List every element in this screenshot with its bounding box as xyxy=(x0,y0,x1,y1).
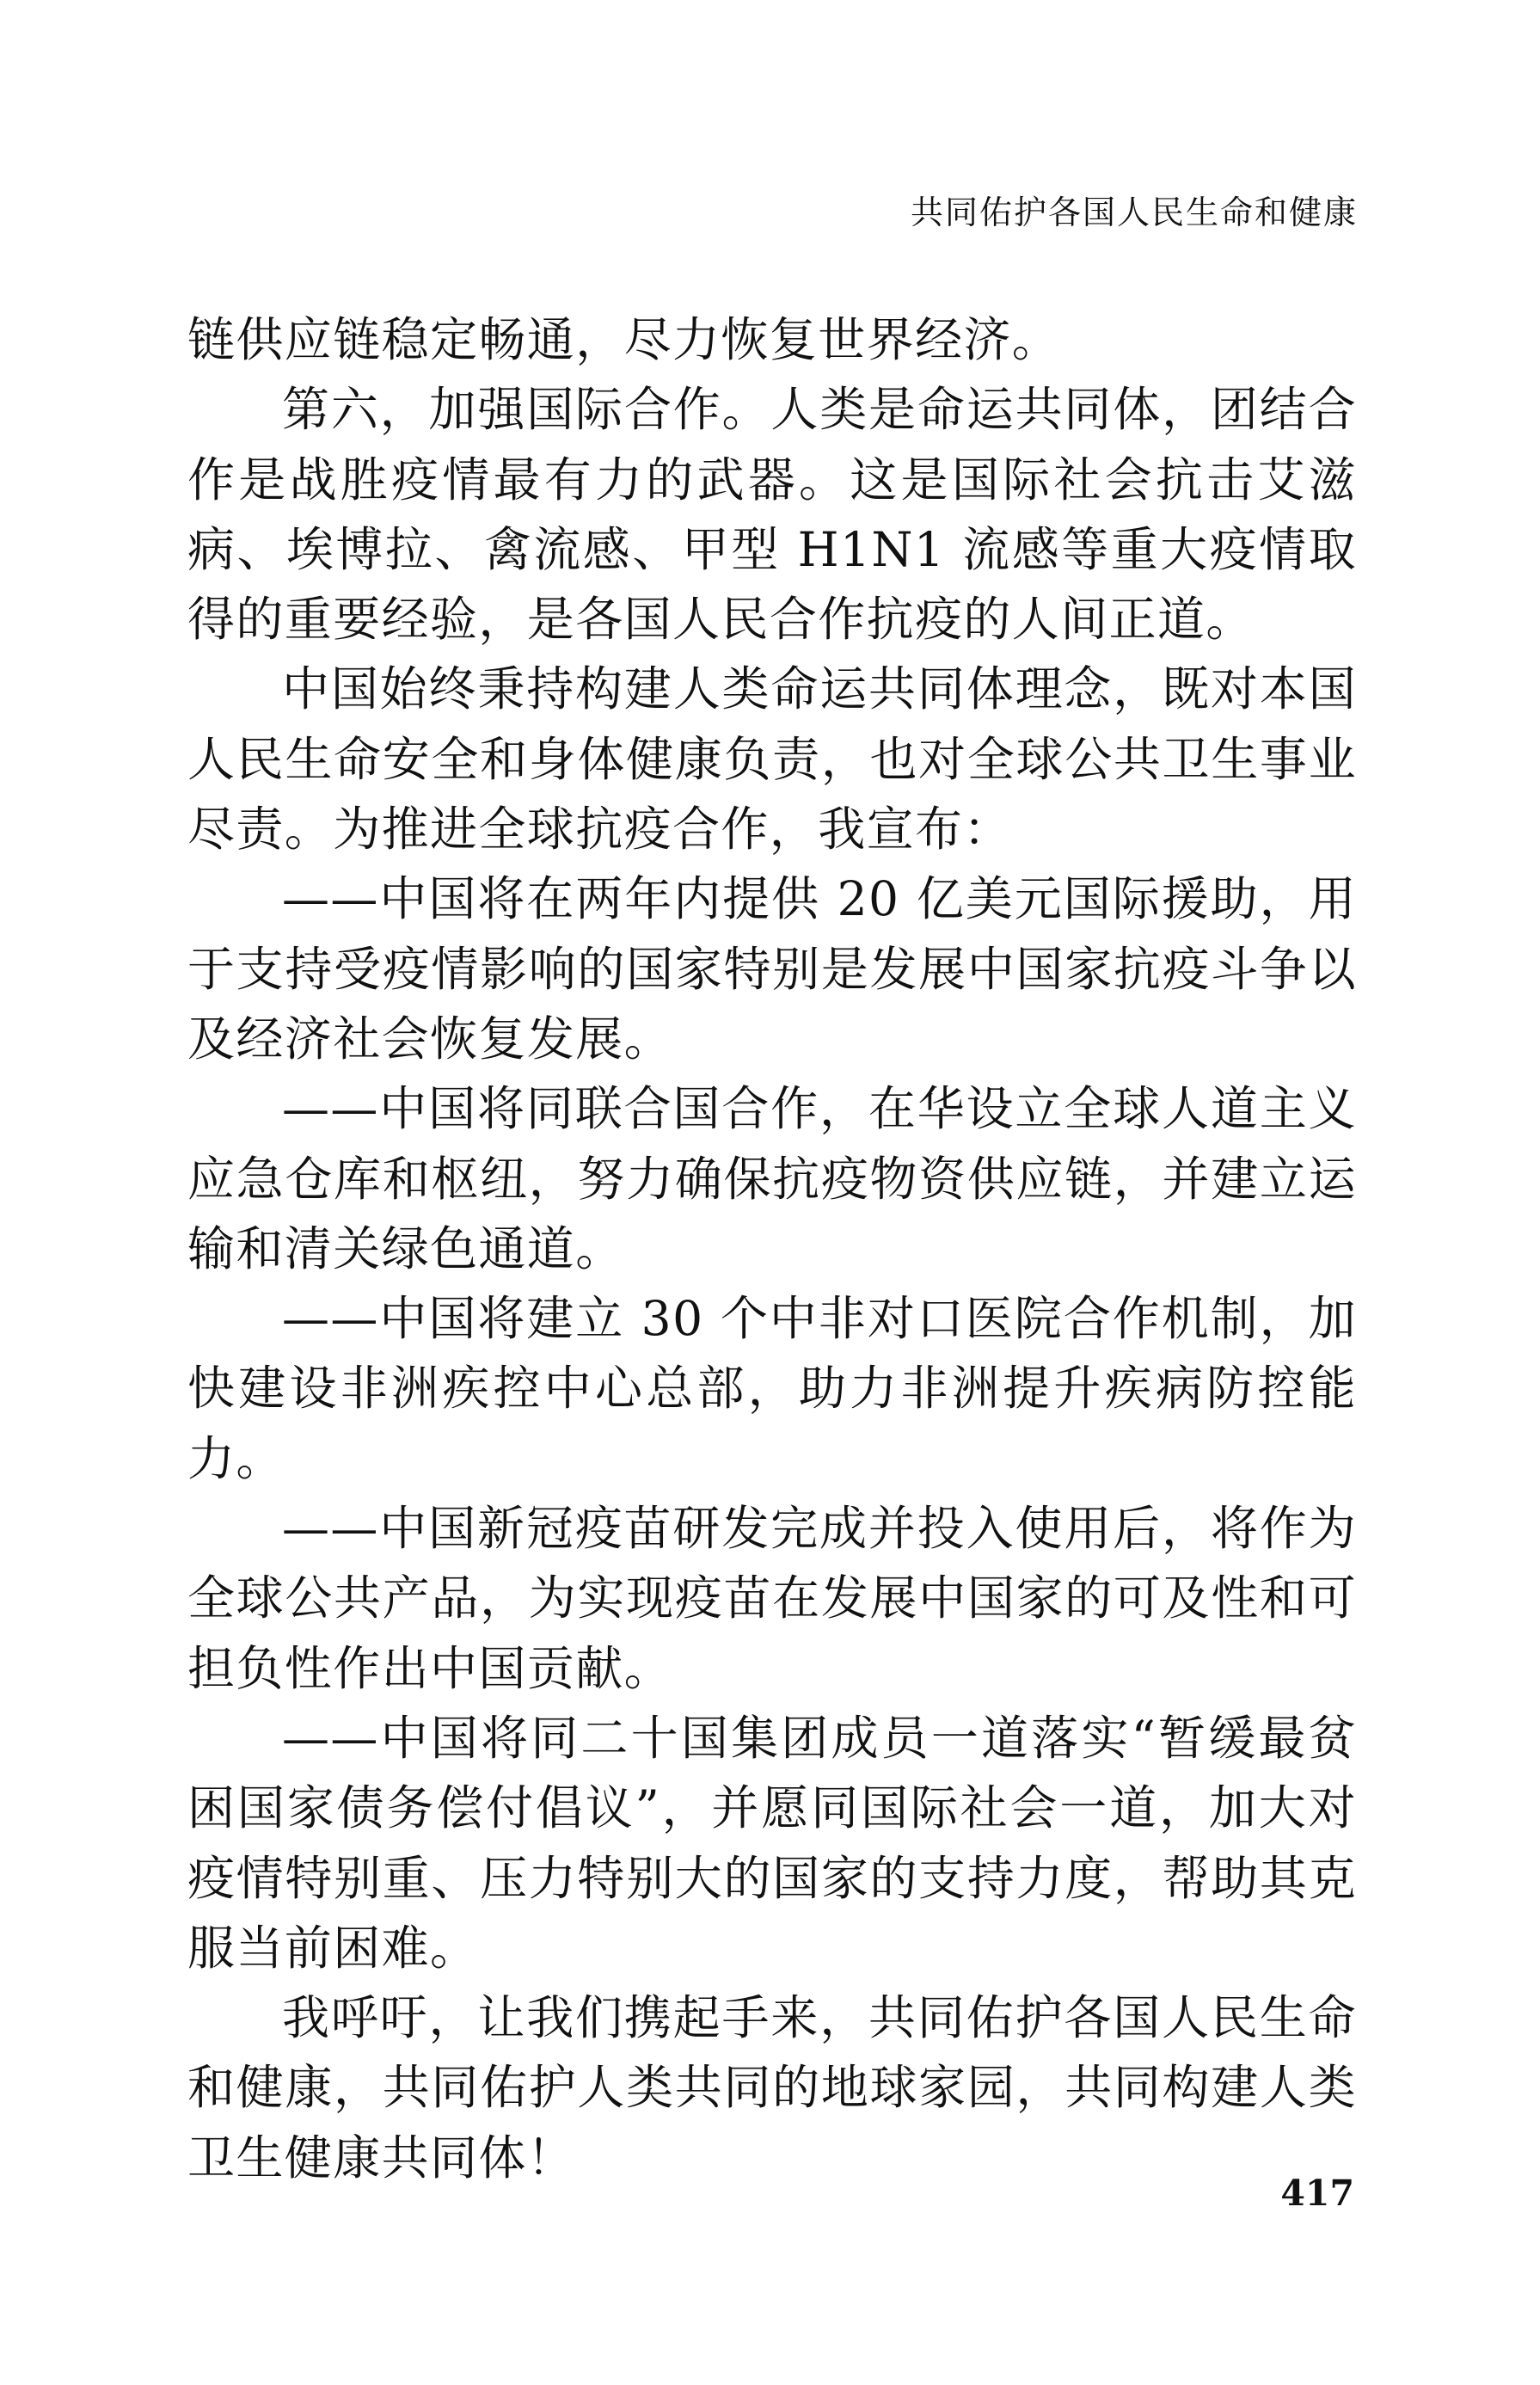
paragraph-pledge-debt: ——中国将同二十国集团成员一道落实“暂缓最贫困国家债务偿付倡议”，并愿同国际社会一道，加大对疫情特别重、压力特别大的国家的支持力度，帮助其克服当前困难。 xyxy=(187,1710,1357,1976)
paragraph-china-commitment: 中国始终秉持构建人类命运共同体理念，既对本国人民生命安全和身体健康负责，也对全球公共卫生事业尽责。为推进全球抗疫合作，我宣布： xyxy=(187,661,1357,857)
paragraph-closing-call: 我呼吁，让我们携起手来，共同佑护各国人民生命和健康，共同佑护人类共同的地球家园，共同构建人类卫生健康共同体！ xyxy=(187,1990,1357,2185)
paragraph-international-cooperation: 第六，加强国际合作。人类是命运共同体，团结合作是战胜疫情最有力的武器。这是国际社会抗击艾滋病、埃博拉、禽流感、甲型 H1N1 流感等重大疫情取得的重要经验，是各国人民合作抗疫的人间正道。 xyxy=(187,382,1357,648)
running-header: 共同佑护各国人民生命和健康 xyxy=(910,194,1358,231)
paragraph-pledge-aid: ——中国将在两年内提供 20 亿美元国际援助，用于支持受疫情影响的国家特别是发展中国家抗疫斗争以及经济社会恢复发展。 xyxy=(187,871,1357,1066)
paragraph-pledge-vaccine: ——中国新冠疫苗研发完成并投入使用后，将作为全球公共产品，为实现疫苗在发展中国家的可及性和可担负性作出中国贡献。 xyxy=(187,1501,1357,1696)
paragraph-pledge-africa: ——中国将建立 30 个中非对口医院合作机制，加快建设非洲疾控中心总部，助力非洲提升疾病防控能力。 xyxy=(187,1291,1357,1486)
paragraph-pledge-warehouse: ——中国将同联合国合作，在华设立全球人道主义应急仓库和枢纽，努力确保抗疫物资供应链，并建立运输和清关绿色通道。 xyxy=(187,1081,1357,1276)
page-number: 417 xyxy=(1280,2173,1354,2214)
body-text xyxy=(187,305,1357,2193)
paragraph-continuation: 链供应链稳定畅通，尽力恢复世界经济。 xyxy=(187,312,1061,367)
